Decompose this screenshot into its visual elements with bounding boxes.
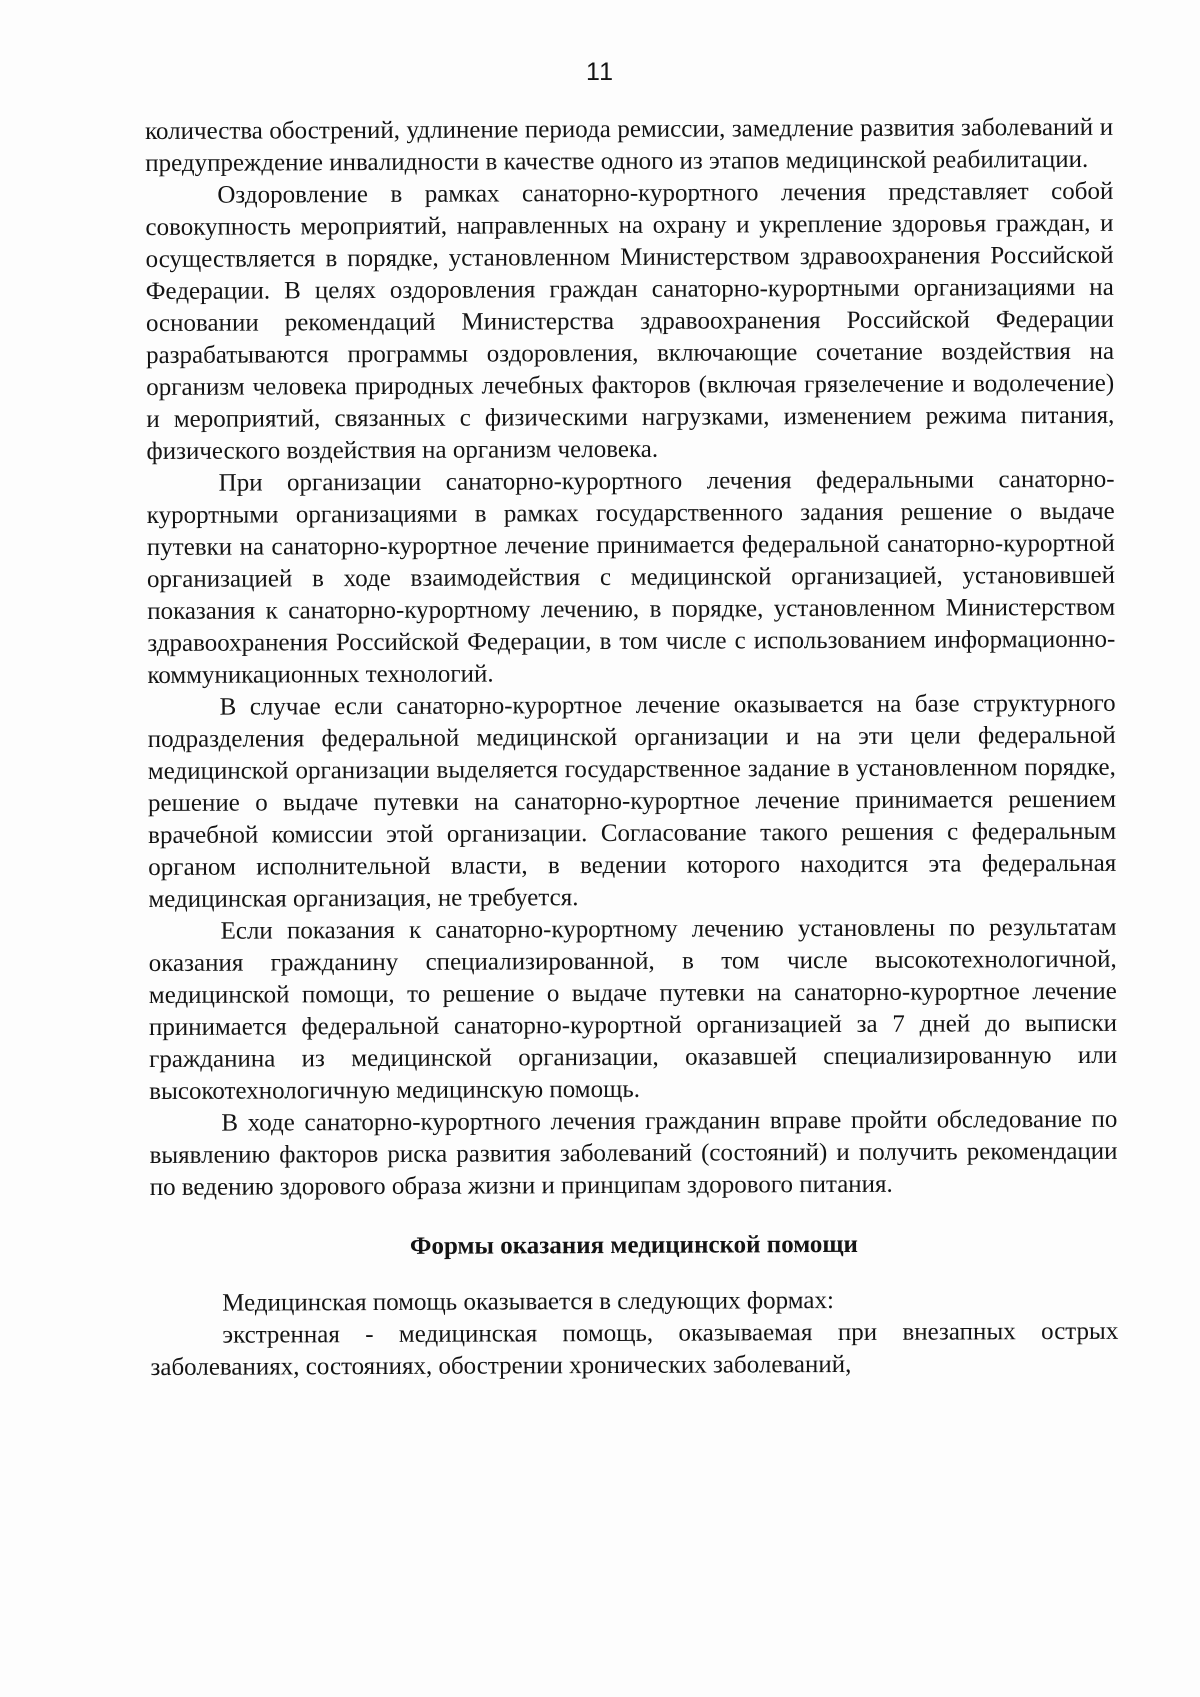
page-number: 11 (586, 58, 614, 86)
paragraph-forms-intro: Медицинская помощь оказывается в следующих формах: (222, 1287, 834, 1317)
paragraph-emergency-form: экстренная - медицинская помощь, оказываемая при внезапных острых заболеваниях, состояниях, обострении хронических заболеваний, (150, 1317, 1119, 1381)
section-heading: Формы оказания медицинской помощи (409, 1230, 858, 1260)
document-body (145, 112, 1119, 1384)
paragraph-structural-division: В случае если санаторно-курортное лечение оказывается на базе структурного подразделения федеральной медицинской организации и на эти цели федеральной медицинской организации выделяется государственное задание в установленном порядке, решение о выдаче путевки на санаторно-курортное лечение принимается решением врачебной комиссии этой организации. Согласование такого решения с федеральным органом исполнительной власти, в ведении которого находится эта федеральная медицинская организация, не требуется. (147, 689, 1117, 913)
paragraph-wellness: Оздоровление в рамках санаторно-курортного лечения представляет собой совокупность мероприятий, направленных на охрану и укрепление здоровья граждан, и осуществляется в порядке, установленном Министерством здравоохранения Российской Федерации. В целях оздоровления граждан санаторно-курортными организациями на основании рекомендаций Министерства здравоохранения Российской Федерации разрабатываются программы оздоровления, включающие сочетание воздействия на организм человека природных лечебных факторов (включая грязелечение и водолечение) и мероприятий, связанных с физическими нагрузками, изменением режима питания, физического воздействия на организм человека. (145, 177, 1115, 465)
paragraph-federal-organizations: При организации санаторно-курортного лечения федеральными санаторно-курортными организациями в рамках государственного задания решение о выдаче путевки на санаторно-курортное лечение принимается федеральной санаторно-курортной организацией в ходе взаимодействия с медицинской организацией, установившей показания к санаторно-курортному лечению, в порядке, установленном Министерством здравоохранения Российской Федерации, в том числе с использованием информационно-коммуникационных технологий. (146, 465, 1116, 689)
paragraph-continuation: количества обострений, удлинение периода ремиссии, замедление развития заболеваний и предупреждение инвалидности в качестве одного из этапов медицинской реабилитации. (145, 113, 1114, 177)
paragraph-indications: Если показания к санаторно-курортному лечению установлены по результатам оказания гражданину специализированной, в том числе высокотехнологичной, медицинской помощи, то решение о выдаче путевки на санаторно-курортное лечение принимается федеральной санаторно-курортной организацией за 7 дней до выписки гражданина из медицинской организации, оказавшей специализированную или высокотехнологичную медицинскую помощь. (148, 913, 1118, 1105)
paragraph-examination: В ходе санаторно-курортного лечения гражданин вправе пройти обследование по выявлению факторов риска развития заболеваний (состояний) и получить рекомендации по ведению здорового образа жизни и принципам здорового питания. (149, 1105, 1118, 1201)
